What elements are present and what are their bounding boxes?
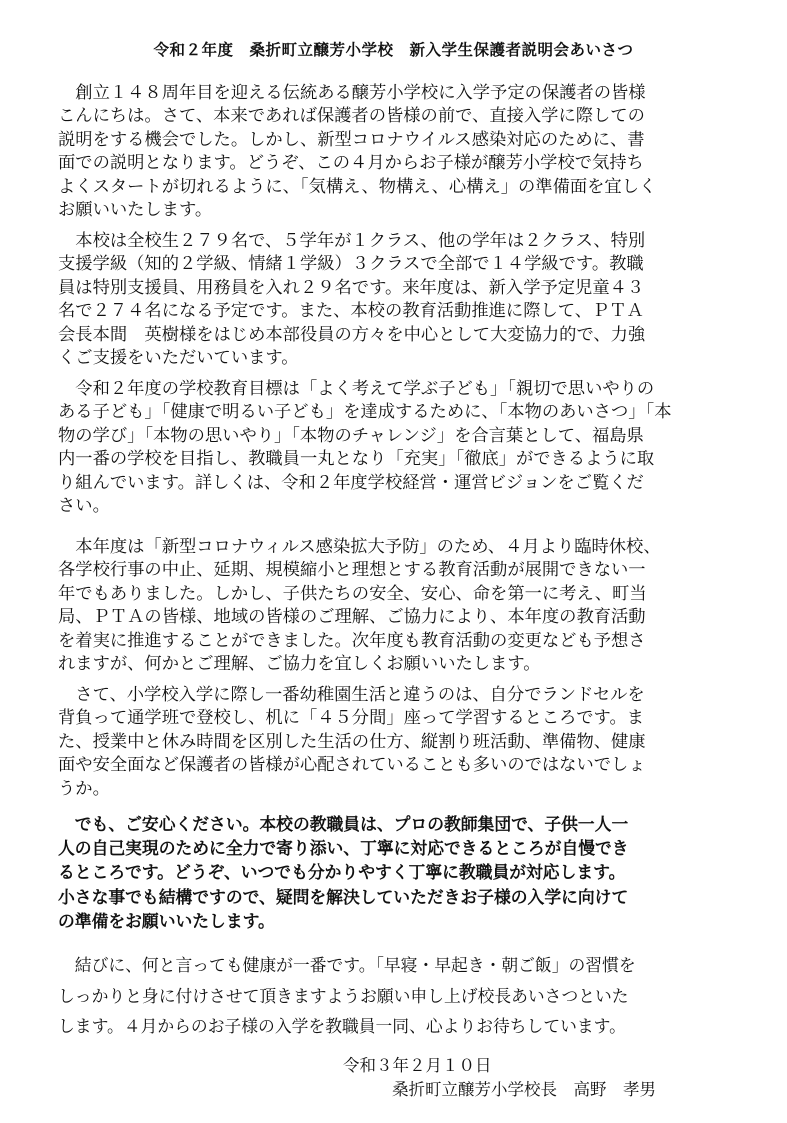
text-line: 年でもありました。しかし、子供たちの安全、安心、命を第一に考え、町当 bbox=[58, 583, 647, 604]
text-line: れますが、何かとご理解、ご協力を宜しくお願いいたします。 bbox=[58, 653, 541, 674]
text-line: 面や安全面など保護者の皆様が心配されていることも多いのではないでしょ bbox=[58, 755, 646, 776]
text-line: しっかりと身に付けさせて頂きますようお願い申し上げ校長あいさつといた bbox=[58, 985, 629, 1006]
text-line: 人の自己実現のために全力で寄り添い、丁寧に対応できるところが自慢でき bbox=[58, 838, 629, 859]
text-line: 局、ＰＴＡの皆様、地域の皆様のご理解、ご協力により、本年度の教育活動 bbox=[58, 607, 646, 628]
text-line: こんにちは。さて、本来であれば保護者の皆様の前で、直接入学に際しての bbox=[58, 106, 645, 127]
text-line: 本年度は「新型コロナウィルス感染拡大予防」のため、４月より臨時休校、 bbox=[58, 537, 661, 557]
text-line: 本校は全校生２７９名で、５学年が１クラス、他の学年は２クラス、特別 bbox=[58, 231, 646, 251]
text-line: を着実に推進することができました。次年度も教育活動の変更なども予想さ bbox=[58, 630, 646, 651]
text-line: 物の学び」「本物の思いやり」「本物のチャレンジ」を合言葉として、福島県 bbox=[58, 425, 644, 446]
text-line: します。４月からのお子様の入学を教職員一同、心よりお待ちしています。 bbox=[58, 1016, 626, 1036]
paragraph-closing bbox=[58, 950, 636, 1042]
text-line: よくスタートが切れるように、「気構え、物構え、心構え」の準備面を宜しく bbox=[58, 176, 657, 197]
text-line: るところです。どうぞ、いつでも分かりやすく丁寧に教職員が対応します。 bbox=[58, 862, 626, 883]
text-line: 創立１４８周年目を迎える伝統ある醸芳小学校に入学予定の保護者の皆様 bbox=[58, 83, 646, 103]
text-line: 支援学級（知的２学級、情緒１学級）３クラスで全部で１４学級です。教職 bbox=[58, 254, 644, 275]
text-line: り組んでいます。詳しくは、令和２年度学校経営・運営ビジョンをご覧くだ bbox=[58, 472, 644, 493]
text-line: 面での説明となります。どうぞ、この４月からお子様が醸芳小学校で気持ち bbox=[58, 153, 644, 174]
paragraph-school-life bbox=[58, 684, 646, 801]
text-line: お願いいたします。 bbox=[58, 199, 213, 220]
paragraph-school-overview bbox=[58, 230, 645, 370]
text-line: さて、小学校入学に際し一番幼稚園生活と違うのは、自分でランドセルを bbox=[58, 685, 645, 705]
text-line: 令和２年度の学校教育目標は「よく考えて学ぶ子ども」「親切で思いやりの bbox=[58, 379, 655, 399]
document-title: 令和２年度 桑折町立醸芳小学校 新入学生保護者説明会あいさつ bbox=[153, 41, 634, 59]
text-line: の準備をお願いいたします。 bbox=[58, 910, 275, 931]
paragraph-covid-year bbox=[58, 536, 661, 676]
text-line: 結びに、何と言っても健康が一番です。「早寝・早起き・朝ご飯」の習慣を bbox=[58, 955, 636, 975]
text-line: うか。 bbox=[58, 778, 110, 799]
document-date: 令和３年２月１０日 bbox=[343, 1056, 492, 1075]
text-line: 名で２７４名になる予定です。また、本校の教育活動推進に際して、ＰＴＡ bbox=[58, 301, 644, 322]
text-line: 各学校行事の中止、延期、規模縮小と理想とする教育活動が展開できない一 bbox=[58, 560, 646, 581]
text-line: 説明をする機会でした。しかし、新型コロナウイルス感染対応のために、書 bbox=[58, 129, 645, 150]
paragraph-greeting bbox=[58, 82, 656, 222]
text-line: くご支援をいただいています。 bbox=[58, 347, 299, 368]
paragraph-education-goals bbox=[58, 378, 671, 518]
principal-signature: 桑折町立醸芳小学校長 高野 孝男 bbox=[392, 1080, 656, 1099]
text-line: 会長本間 英樹様をはじめ本部役員の方々を中心として大変協力的で、力強 bbox=[58, 324, 646, 345]
text-line: ある子ども」「健康で明るい子ども」を達成するために、「本物のあいさつ」「本 bbox=[58, 402, 672, 423]
paragraph-reassurance bbox=[58, 812, 629, 933]
text-line: 背負って通学班で登校し、机に「４５分間」座って学習するところです。ま bbox=[58, 708, 645, 729]
text-line: さい。 bbox=[58, 495, 110, 516]
text-line: 員は特別支援員、用務員を入れ２９名です。来年度は、新入学予定児童４３ bbox=[58, 277, 645, 298]
text-line: 小さな事でも結構ですので、疑問を解決していただきお子様の入学に向けて bbox=[58, 886, 629, 907]
text-line: た、授業中と休み時間を区別した生活の仕方、縦割り班活動、準備物、健康 bbox=[58, 731, 646, 752]
text-line: 内一番の学校を目指し、教職員一丸となり「充実」「徹底」ができるように取 bbox=[58, 449, 655, 470]
text-line: でも、ご安心ください。本校の教職員は、プロの教師集団で、子供一人一 bbox=[58, 814, 629, 834]
